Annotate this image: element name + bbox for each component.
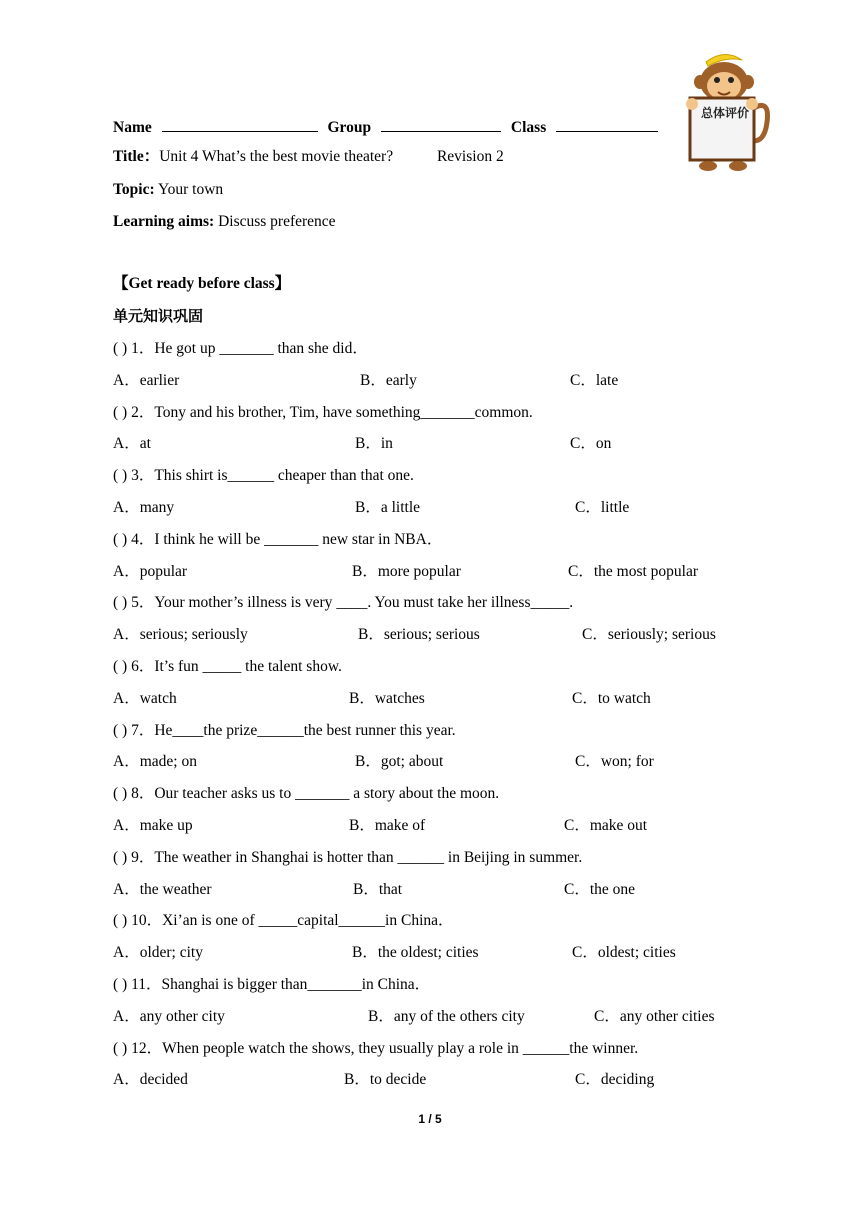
answer-blank[interactable]: _____	[258, 912, 298, 930]
question-text: ( ) 2．Tony and his brother, Tim, have something	[113, 403, 421, 421]
question-stem	[113, 784, 499, 804]
question-text: cheaper than that one.	[274, 467, 414, 485]
answer-option[interactable]: B．to decide	[344, 1071, 427, 1089]
answer-option[interactable]: B．got; about	[355, 753, 444, 771]
question-stem	[113, 466, 414, 486]
question-text: ( ) 10．Xi’an is one of	[113, 912, 259, 930]
question-text: common.	[474, 403, 533, 421]
answer-option[interactable]: A．older; city	[113, 944, 203, 962]
answer-blank[interactable]: _____	[202, 658, 242, 675]
question-text: in Beijing in summer.	[444, 848, 583, 866]
question-text: ( ) 12．When people watch the shows, they usually play a role in	[113, 1039, 523, 1057]
question-stem	[113, 1039, 638, 1059]
title-row	[113, 147, 504, 167]
topic-label: Topic:	[113, 181, 155, 198]
question-text: ( ) 5．Your mother’s illness is very	[113, 594, 337, 612]
answer-option[interactable]: C．won; for	[575, 753, 654, 771]
answer-option[interactable]: A．the weather	[113, 880, 212, 898]
question-stem	[113, 593, 573, 613]
name-label: Name	[113, 119, 152, 136]
revision-label: Revision 2	[436, 148, 504, 165]
answer-option[interactable]: A．any other city	[113, 1007, 225, 1025]
question-stem	[113, 721, 456, 741]
question-text: a story about the moon.	[349, 785, 500, 803]
answer-blank[interactable]: _______	[420, 403, 475, 421]
answer-option[interactable]: B．serious; serious	[358, 626, 480, 644]
question-text: ( ) 6．It’s fun	[113, 658, 203, 675]
group-label: Group	[327, 119, 372, 136]
section-heading: 【Get ready before class】	[113, 275, 291, 292]
title-label: Title：	[113, 148, 160, 165]
page-number: 1 / 5	[418, 1112, 442, 1126]
answer-blank[interactable]: ______	[397, 848, 445, 866]
section-subheading: 单元知识巩固	[113, 307, 204, 325]
aims-value: Discuss preference	[218, 213, 336, 230]
answer-option[interactable]: A．decided	[113, 1071, 188, 1089]
group-field[interactable]	[381, 117, 501, 132]
answer-blank[interactable]: _______	[295, 785, 350, 803]
answer-option[interactable]: B．the oldest; cities	[352, 944, 479, 962]
question-text: You must take her illness_____.	[371, 594, 574, 612]
answer-option[interactable]: C．the one	[564, 880, 636, 898]
topic-row	[113, 180, 223, 200]
answer-option[interactable]: B．any of the others city	[368, 1007, 525, 1025]
question-stem	[113, 403, 533, 423]
answer-option[interactable]: A．watch	[113, 689, 177, 707]
answer-option[interactable]: C．any other cities	[594, 1007, 715, 1025]
answer-option[interactable]: A．earlier	[113, 371, 180, 389]
answer-option[interactable]: B．make of	[349, 817, 426, 834]
answer-option[interactable]: A．make up	[113, 817, 193, 834]
aims-label: Learning aims:	[113, 213, 215, 230]
name-row	[113, 117, 658, 138]
answer-blank[interactable]: ____	[172, 721, 204, 739]
question-text: capital______in China．	[297, 912, 454, 930]
answer-option[interactable]: B．more popular	[352, 562, 461, 580]
answer-option[interactable]: B．in	[355, 435, 393, 453]
answer-option[interactable]: C．late	[570, 371, 619, 389]
question-text: the prize______the best runner this year.	[203, 721, 456, 739]
badge-text: 总体评价	[700, 106, 749, 120]
answer-option[interactable]: A．made; on	[113, 753, 197, 771]
question-stem	[113, 911, 454, 931]
question-text: new star in NBA．	[318, 530, 443, 548]
name-field[interactable]	[162, 117, 318, 132]
topic-value: Your town	[157, 181, 224, 198]
answer-blank[interactable]: _______	[219, 340, 274, 357]
question-stem	[113, 339, 368, 359]
answer-option[interactable]: A．popular	[113, 562, 188, 580]
answer-option[interactable]: C．on	[570, 435, 612, 453]
answer-option[interactable]: C．oldest; cities	[572, 944, 676, 962]
question-text: ( ) 11．Shanghai is bigger than	[113, 976, 308, 993]
answer-option[interactable]: A．many	[113, 499, 175, 516]
answer-option[interactable]: B．early	[360, 371, 417, 389]
answer-blank[interactable]: ______	[227, 467, 275, 485]
answer-option[interactable]: B．a little	[355, 499, 421, 516]
title-value: Unit 4 What’s the best movie theater?	[159, 148, 394, 165]
answer-option[interactable]: C．seriously; serious	[582, 626, 716, 644]
question-text: ( ) 7．He	[113, 721, 173, 739]
question-stem	[113, 657, 342, 677]
class-field[interactable]	[556, 117, 658, 132]
answer-option[interactable]: A．serious; seriously	[113, 626, 248, 644]
question-text: in China．	[361, 976, 431, 993]
question-stem	[113, 848, 582, 868]
answer-option[interactable]: C．little	[575, 499, 630, 516]
answer-option[interactable]: A．at	[113, 435, 151, 453]
question-text: ( ) 9．The weather in Shanghai is hotter than	[113, 848, 398, 866]
answer-blank[interactable]: _______	[264, 530, 319, 548]
question-stem	[113, 975, 430, 995]
answer-option[interactable]: C．to watch	[572, 689, 651, 707]
aims-row	[113, 212, 336, 232]
question-text: the winner.	[569, 1039, 639, 1057]
question-text: ( ) 3．This shirt is	[113, 467, 228, 485]
question-text: than she did．	[273, 340, 368, 357]
answer-blank[interactable]: _______	[307, 976, 362, 993]
question-text: ( ) 4．I think he will be	[113, 530, 265, 548]
answer-option[interactable]: C．the most popular	[568, 562, 699, 580]
class-label: Class	[510, 119, 547, 136]
answer-blank[interactable]: ______	[522, 1039, 570, 1057]
answer-option[interactable]: C．deciding	[575, 1071, 655, 1089]
answer-option[interactable]: B．that	[353, 880, 403, 898]
answer-option[interactable]: B．watches	[349, 689, 425, 707]
question-text: ( ) 1．He got up	[113, 340, 220, 357]
answer-option[interactable]: C．make out	[564, 817, 648, 834]
question-stem	[113, 530, 442, 550]
question-text: the talent show.	[241, 658, 342, 675]
answer-blank[interactable]: ____.	[336, 594, 372, 612]
question-text: ( ) 8．Our teacher asks us to	[113, 785, 296, 803]
